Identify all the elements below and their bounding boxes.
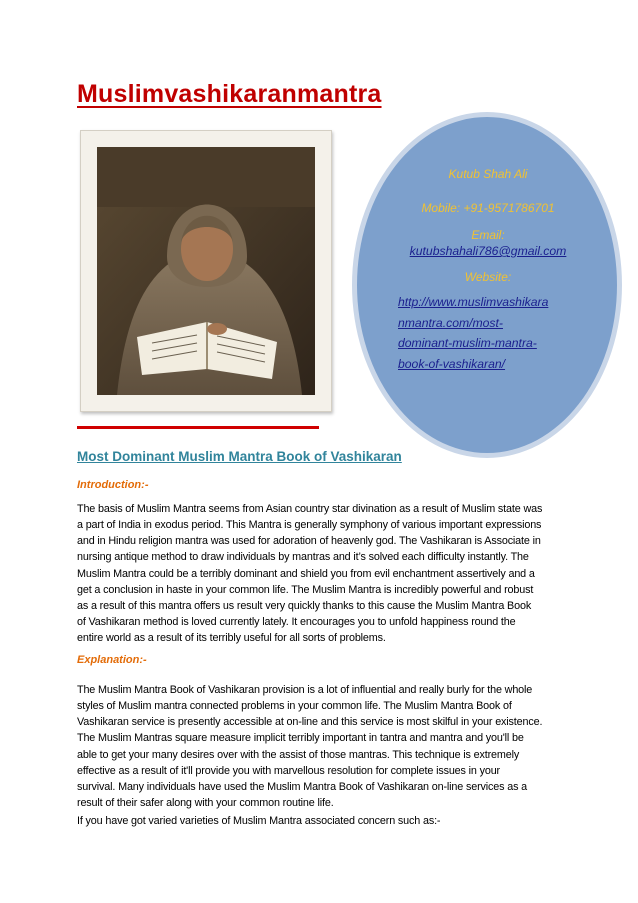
text-line: of Vashikaran method is loved currently lately. It encourages you to unfold happiness round the	[77, 616, 516, 629]
explanation-paragraph	[77, 682, 569, 811]
website-label: Website:	[464, 270, 512, 284]
text-line: The Muslim Mantra Book of Vashikaran provision is a lot of influential and really burly for the whole	[77, 684, 533, 696]
text-line: able to get your many desires over with the assist of those mantras. This technique is extremely	[77, 748, 520, 761]
intro-paragraph	[77, 501, 569, 646]
explanation-label: Explanation:-	[77, 654, 147, 666]
text-line: get a conclusion in haste in your common life. The Muslim Mantra is incredibly powerful and robust	[77, 583, 534, 596]
website-link[interactable]	[398, 292, 578, 374]
document-title: Muslimvashikaranmantra	[77, 80, 382, 108]
website-link-line[interactable]: book-of-vashikaran/	[398, 356, 506, 371]
contact-mobile: Mobile: +91-9571786701	[421, 201, 555, 215]
text-line: result of their safer along with your common routine life.	[77, 797, 334, 810]
photo	[80, 130, 332, 412]
text-line: Muslim Mantra could be a terribly dominant and shield you from evil enchantment assertively and a	[77, 567, 535, 580]
website-link-line[interactable]: dominant-muslim-mantra-	[398, 336, 537, 350]
text-line: survival. Many individuals have used the Muslim Mantra Book of Vashikaran on-line services as a	[77, 780, 528, 793]
divider	[77, 426, 319, 429]
text-line: styles of Muslim mantra connected problems in your common life. The Muslim Mantra Book of	[77, 700, 512, 713]
text-line: Vashikaran service is presently accessible at on-line and this service is most skilful in your existence.	[77, 716, 543, 729]
contact-name: Kutub Shah Ali	[448, 167, 528, 181]
closing-line: If you have got varied varieties of Muslim Mantra associated concern such as:-	[77, 815, 441, 827]
contact-block	[398, 166, 578, 374]
website-link-line[interactable]: nmantra.com/most-	[398, 315, 503, 330]
text-line: and in Hindu religion mantra was used for adoration of heavenly god. The Vashikaran is Associate in	[77, 535, 541, 548]
text-line: entire world as a result of its terribly useful for all sorts of problems.	[77, 632, 386, 645]
email-link[interactable]: kutubshahali786@gmail.com	[409, 244, 567, 258]
text-line: effective as a result of it'll provide you with marvellous resolution for complete issues in your	[77, 764, 500, 777]
text-line: The basis of Muslim Mantra seems from Asian country star divination as a result of Muslim state was	[77, 503, 543, 515]
text-line: nursing antique method to draw individuals by mantras and it’s solved each difficulty instantly. The	[77, 551, 529, 564]
reading-woman-illustration	[97, 147, 315, 395]
text-line: as a result of this mantra offers us result very quickly thanks to this cause the Muslim Mantra Book	[77, 599, 532, 612]
article-heading: Most Dominant Muslim Mantra Book of Vashikaran	[77, 449, 402, 464]
website-link-line[interactable]: http://www.muslimvashikara	[398, 295, 549, 309]
intro-label: Introduction:-	[77, 479, 149, 491]
email-label: Email:	[471, 228, 505, 242]
text-line: a part of India in exodus period. This Mantra is generally symphony of various important expressions	[77, 519, 542, 532]
text-line: The Muslim Mantras square measure implicit terribly important in tantra and mantra and you'll be	[77, 732, 524, 745]
